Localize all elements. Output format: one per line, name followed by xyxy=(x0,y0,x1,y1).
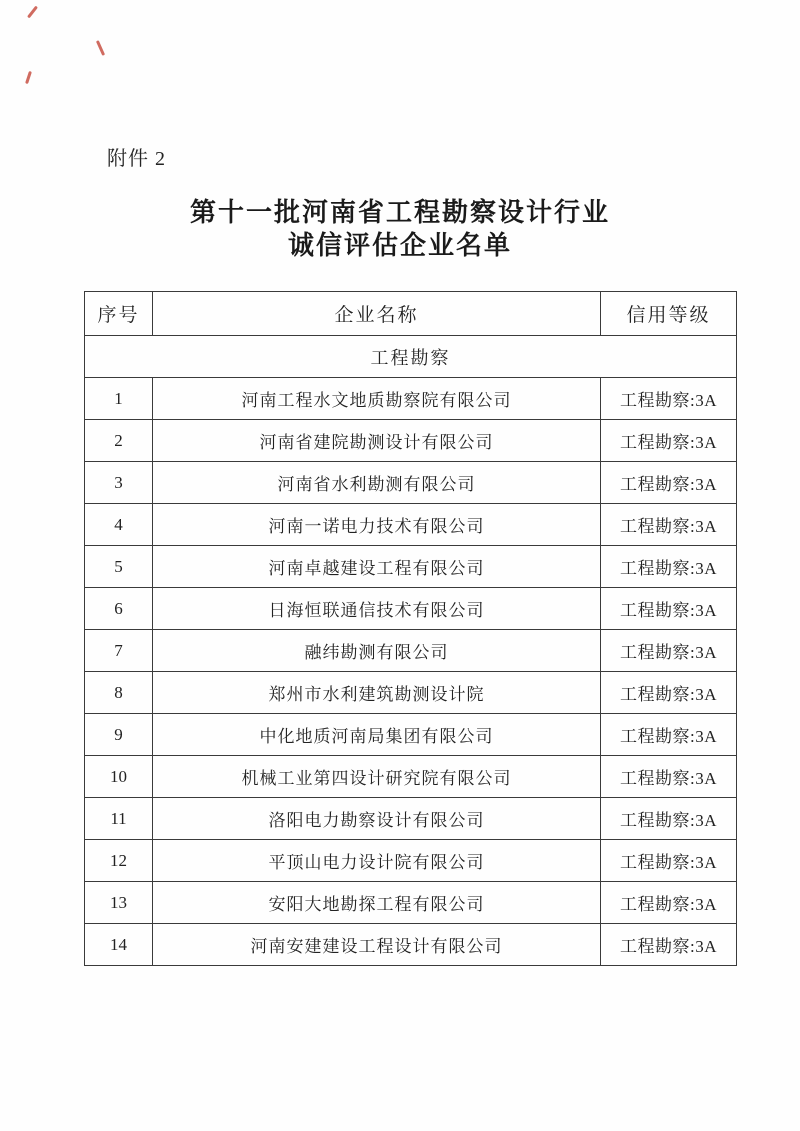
company-name-cell: 河南卓越建设工程有限公司 xyxy=(153,546,601,588)
company-name-cell: 河南安建建设工程设计有限公司 xyxy=(153,924,601,966)
rating-cell: 工程勘察:3A xyxy=(601,756,737,798)
company-name-cell: 洛阳电力勘察设计有限公司 xyxy=(153,798,601,840)
document-title-line2: 诚信评估企业名单 xyxy=(287,231,512,260)
rating-cell: 工程勘察:3A xyxy=(601,630,737,672)
company-name-cell: 河南省建院勘测设计有限公司 xyxy=(153,420,601,462)
row-number-cell: 13 xyxy=(85,882,153,924)
row-number-cell: 12 xyxy=(85,840,153,882)
company-name-cell: 河南工程水文地质勘察院有限公司 xyxy=(153,378,601,420)
row-number-cell: 8 xyxy=(85,672,153,714)
table-header-row xyxy=(85,292,737,336)
rating-cell: 工程勘察:3A xyxy=(601,714,737,756)
table-row xyxy=(85,798,737,840)
rating-cell: 工程勘察:3A xyxy=(601,378,737,420)
section-header-engineering-survey: 工程勘察 xyxy=(85,336,737,378)
table-row xyxy=(85,924,737,966)
row-number-cell: 14 xyxy=(85,924,153,966)
red-ink-artifact xyxy=(96,40,105,56)
table-row xyxy=(85,546,737,588)
row-number-cell: 1 xyxy=(85,378,153,420)
header-credit-rating: 信用等级 xyxy=(601,292,737,336)
company-name-cell: 机械工业第四设计研究院有限公司 xyxy=(153,756,601,798)
document-title xyxy=(0,196,800,262)
credit-rating-table xyxy=(84,291,737,966)
rating-cell: 工程勘察:3A xyxy=(601,504,737,546)
header-company-name: 企业名称 xyxy=(153,292,601,336)
rating-cell: 工程勘察:3A xyxy=(601,546,737,588)
table-row xyxy=(85,672,737,714)
table-row xyxy=(85,882,737,924)
header-no: 序号 xyxy=(85,292,153,336)
row-number-cell: 9 xyxy=(85,714,153,756)
company-name-cell: 平顶山电力设计院有限公司 xyxy=(153,840,601,882)
table-section-row xyxy=(85,336,737,378)
company-name-cell: 河南省水利勘测有限公司 xyxy=(153,462,601,504)
row-number-cell: 5 xyxy=(85,546,153,588)
table-row xyxy=(85,378,737,420)
table-row xyxy=(85,420,737,462)
rating-cell: 工程勘察:3A xyxy=(601,420,737,462)
company-name-cell: 融纬勘测有限公司 xyxy=(153,630,601,672)
row-number-cell: 4 xyxy=(85,504,153,546)
rating-cell: 工程勘察:3A xyxy=(601,588,737,630)
company-name-cell: 中化地质河南局集团有限公司 xyxy=(153,714,601,756)
table-row xyxy=(85,462,737,504)
red-ink-artifact xyxy=(27,6,38,19)
row-number-cell: 2 xyxy=(85,420,153,462)
company-name-cell: 安阳大地勘探工程有限公司 xyxy=(153,882,601,924)
company-name-cell: 郑州市水利建筑勘测设计院 xyxy=(153,672,601,714)
rating-cell: 工程勘察:3A xyxy=(601,462,737,504)
company-name-cell: 河南一诺电力技术有限公司 xyxy=(153,504,601,546)
table-row xyxy=(85,588,737,630)
document-title-line1: 第十一批河南省工程勘察设计行业 xyxy=(189,198,610,227)
rating-cell: 工程勘察:3A xyxy=(601,840,737,882)
rating-cell: 工程勘察:3A xyxy=(601,798,737,840)
table-row xyxy=(85,630,737,672)
table-row xyxy=(85,714,737,756)
table-row xyxy=(85,840,737,882)
table-row xyxy=(85,504,737,546)
rating-cell: 工程勘察:3A xyxy=(601,882,737,924)
row-number-cell: 6 xyxy=(85,588,153,630)
red-ink-artifact xyxy=(25,71,32,84)
row-number-cell: 10 xyxy=(85,756,153,798)
company-name-cell: 日海恒联通信技术有限公司 xyxy=(153,588,601,630)
table-row xyxy=(85,756,737,798)
row-number-cell: 11 xyxy=(85,798,153,840)
row-number-cell: 3 xyxy=(85,462,153,504)
rating-cell: 工程勘察:3A xyxy=(601,924,737,966)
rating-cell: 工程勘察:3A xyxy=(601,672,737,714)
row-number-cell: 7 xyxy=(85,630,153,672)
attachment-label: 附件 2 xyxy=(107,148,166,170)
